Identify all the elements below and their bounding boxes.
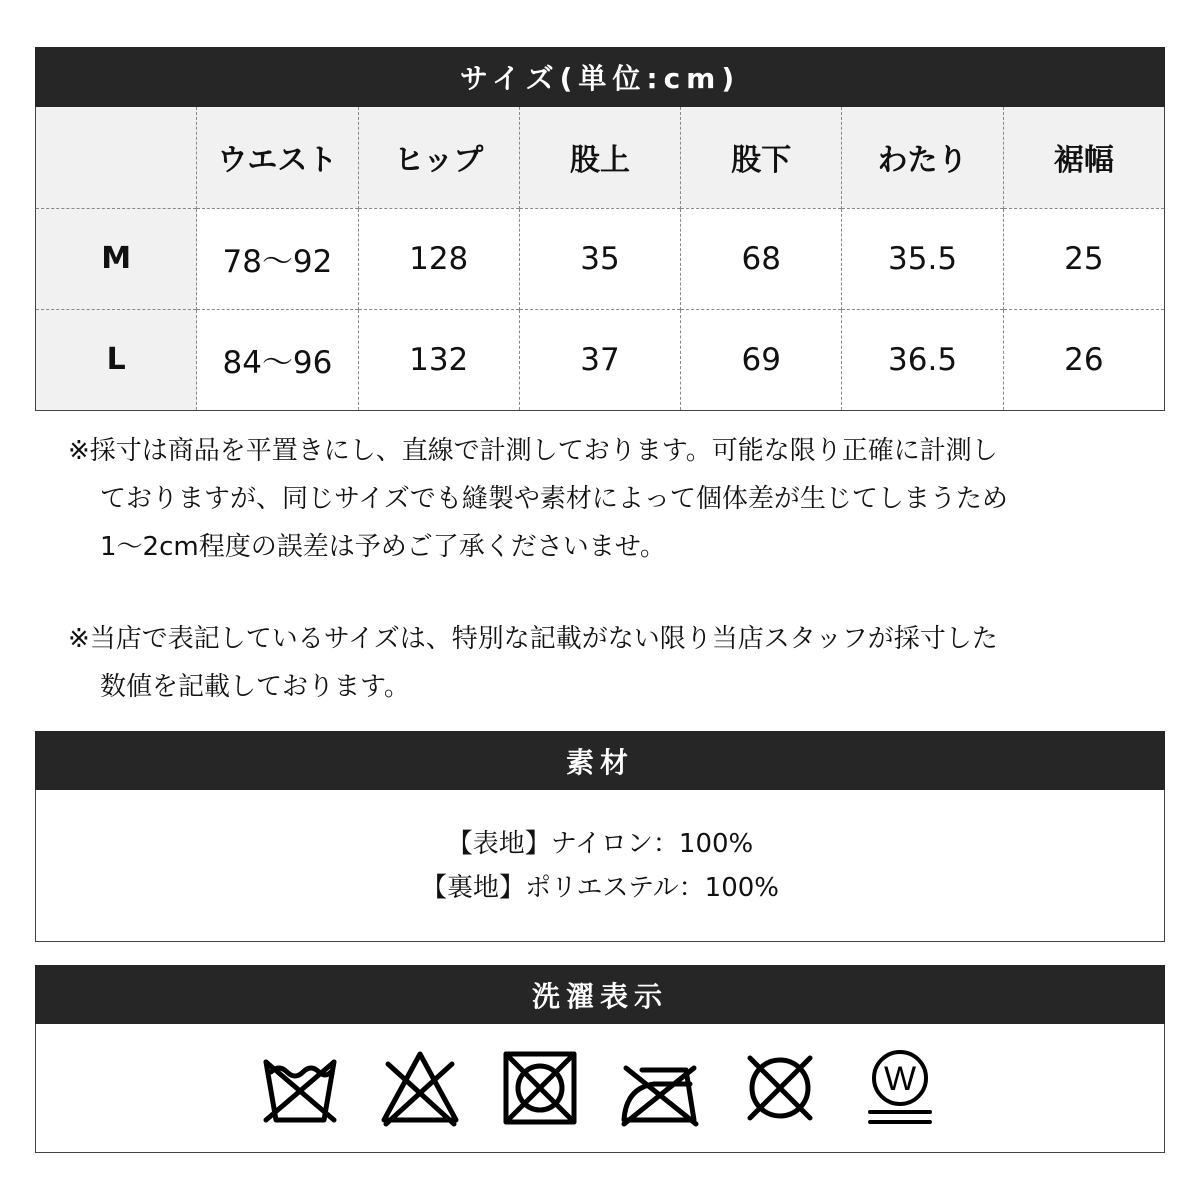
header-cell-inseam: 股下 (681, 107, 842, 208)
table-cell: 68 (681, 208, 842, 309)
care-section-header (35, 965, 1165, 1024)
header-cell-hem-width: 裾幅 (1003, 107, 1164, 208)
no-dry-clean-icon (740, 1048, 820, 1128)
header-cell-hip: ヒップ (358, 107, 519, 208)
size-table (35, 107, 1165, 411)
care-icons-box (35, 1024, 1165, 1153)
header-cell-thigh: わたり (842, 107, 1003, 208)
header-cell-rise: 股上 (519, 107, 680, 208)
size-note (68, 615, 1168, 711)
material-section-title: 素材 (565, 745, 634, 779)
note-line: ※当店で表記しているサイズは、特別な記載がない限り当店スタッフが採寸した (68, 624, 998, 654)
size-section-title: サイズ(単位:cm) (459, 62, 741, 95)
care-section-title: 洗濯表示 (531, 979, 668, 1013)
no-tumble-dry-icon (500, 1048, 580, 1128)
table-cell: 25 (1003, 208, 1164, 309)
no-bleach-icon (380, 1048, 460, 1128)
header-cell-corner (36, 107, 197, 208)
table-row (36, 208, 1165, 309)
note-line: ておりますが、同じサイズでも縫製や素材によって個体差が生じてしまうため (100, 484, 1008, 514)
material-lining: 【裏地】ポリエステル：100% (421, 872, 779, 903)
size-section-header (35, 47, 1165, 107)
table-cell: 69 (681, 309, 842, 410)
material-box (35, 790, 1165, 942)
table-cell: 26 (1003, 309, 1164, 410)
measurement-note (68, 427, 1168, 571)
table-cell: 128 (358, 208, 519, 309)
table-cell: 35.5 (842, 208, 1003, 309)
note-line: 数値を記載しております。 (100, 672, 410, 702)
table-cell: 35 (519, 208, 680, 309)
size-table-header-row (36, 107, 1165, 208)
table-cell: 78～92 (197, 208, 358, 309)
note-line: ※採寸は商品を平置きにし、直線で計測しております。可能な限り正確に計測し (68, 436, 998, 466)
material-section-header (35, 731, 1165, 790)
wet-clean-letter: W (883, 1060, 917, 1098)
material-outer: 【表地】ナイロン：100% (446, 828, 754, 859)
table-cell: 37 (519, 309, 680, 410)
header-cell-waist: ウエスト (197, 107, 358, 208)
row-label-size: M (36, 208, 197, 309)
table-row (36, 309, 1165, 410)
row-label-size: L (36, 309, 197, 410)
table-cell: 84～96 (197, 309, 358, 410)
wet-clean-icon (860, 1048, 940, 1128)
table-cell: 132 (358, 309, 519, 410)
no-wash-icon (260, 1048, 340, 1128)
note-line: 1～2cm程度の誤差は予めご了承くださいませ。 (100, 532, 666, 562)
no-iron-icon (620, 1048, 700, 1128)
table-cell: 36.5 (842, 309, 1003, 410)
